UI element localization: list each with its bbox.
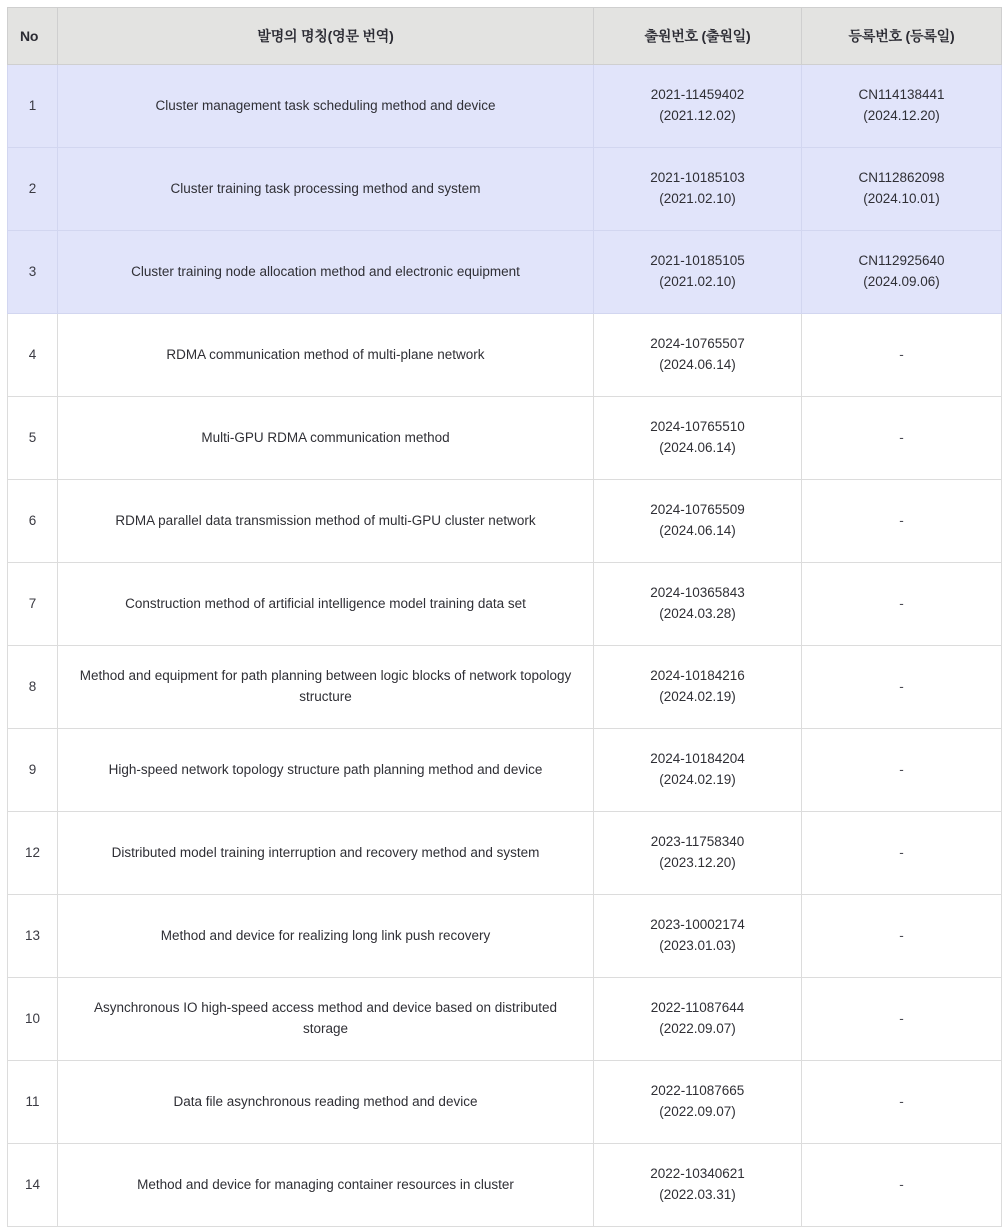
application-date-value: (2024.02.19) bbox=[659, 772, 736, 787]
application-number-value: 2023-11758340 bbox=[650, 834, 745, 850]
application-number-value: 2023-10002174 bbox=[650, 917, 745, 933]
application-date-value: (2024.03.28) bbox=[659, 606, 736, 621]
cell-invention-title: Distributed model training interruption and recovery method and system bbox=[58, 812, 594, 895]
cell-application-number bbox=[594, 231, 802, 314]
registration-empty-dash: - bbox=[899, 1176, 904, 1192]
cell-registration-number bbox=[802, 1061, 1002, 1144]
table-row bbox=[8, 812, 1002, 895]
cell-application-number bbox=[594, 397, 802, 480]
cell-no: 4 bbox=[8, 314, 58, 397]
column-header-no: No bbox=[8, 8, 58, 65]
registration-empty-dash: - bbox=[899, 512, 904, 528]
cell-invention-title: Cluster management task scheduling method and device bbox=[58, 65, 594, 148]
application-number-value: 2024-10765510 bbox=[650, 419, 745, 435]
cell-invention-title: Data file asynchronous reading method and device bbox=[58, 1061, 594, 1144]
table-body bbox=[8, 65, 1002, 1227]
application-date-value: (2024.06.14) bbox=[659, 523, 736, 538]
cell-no: 1 bbox=[8, 65, 58, 148]
table-row bbox=[8, 65, 1002, 148]
cell-no: 7 bbox=[8, 563, 58, 646]
registration-empty-dash: - bbox=[899, 346, 904, 362]
cell-registration-number bbox=[802, 563, 1002, 646]
table-row bbox=[8, 563, 1002, 646]
cell-registration-number bbox=[802, 978, 1002, 1061]
table-row bbox=[8, 314, 1002, 397]
application-date-value: (2023.12.20) bbox=[659, 855, 736, 870]
registration-empty-dash: - bbox=[899, 927, 904, 943]
application-date-value: (2024.06.14) bbox=[659, 357, 736, 372]
table-row bbox=[8, 729, 1002, 812]
cell-registration-number bbox=[802, 1144, 1002, 1227]
table-row bbox=[8, 397, 1002, 480]
table-row bbox=[8, 978, 1002, 1061]
application-date-value: (2022.09.07) bbox=[659, 1021, 736, 1036]
cell-no: 14 bbox=[8, 1144, 58, 1227]
table-row bbox=[8, 231, 1002, 314]
cell-no: 10 bbox=[8, 978, 58, 1061]
cell-application-number bbox=[594, 1144, 802, 1227]
application-date-value: (2024.06.14) bbox=[659, 440, 736, 455]
application-number-value: 2024-10365843 bbox=[650, 585, 745, 601]
cell-application-number bbox=[594, 563, 802, 646]
cell-application-number bbox=[594, 812, 802, 895]
table-row bbox=[8, 1144, 1002, 1227]
column-header-title: 발명의 명칭(영문 번역) bbox=[58, 8, 594, 65]
application-number-value: 2021-10185103 bbox=[650, 170, 745, 186]
cell-application-number bbox=[594, 148, 802, 231]
cell-invention-title: Multi-GPU RDMA communication method bbox=[58, 397, 594, 480]
cell-invention-title: High-speed network topology structure path planning method and device bbox=[58, 729, 594, 812]
cell-no: 3 bbox=[8, 231, 58, 314]
patent-list-table bbox=[7, 7, 1002, 1227]
cell-registration-number bbox=[802, 812, 1002, 895]
table-row bbox=[8, 895, 1002, 978]
registration-empty-dash: - bbox=[899, 595, 904, 611]
application-number-value: 2024-10184204 bbox=[650, 751, 745, 767]
cell-application-number bbox=[594, 65, 802, 148]
cell-registration-number bbox=[802, 148, 1002, 231]
cell-invention-title: Method and device for realizing long link push recovery bbox=[58, 895, 594, 978]
registration-date-value: (2024.12.20) bbox=[863, 108, 940, 123]
application-date-value: (2024.02.19) bbox=[659, 689, 736, 704]
cell-application-number bbox=[594, 895, 802, 978]
registration-empty-dash: - bbox=[899, 429, 904, 445]
registration-empty-dash: - bbox=[899, 1010, 904, 1026]
application-number-value: 2024-10184216 bbox=[650, 668, 745, 684]
cell-application-number bbox=[594, 314, 802, 397]
registration-number-value: CN112925640 bbox=[858, 253, 945, 269]
application-date-value: (2023.01.03) bbox=[659, 938, 736, 953]
cell-registration-number bbox=[802, 646, 1002, 729]
cell-no: 13 bbox=[8, 895, 58, 978]
application-date-value: (2021.02.10) bbox=[659, 191, 736, 206]
column-header-registration-number: 등록번호 (등록일) bbox=[802, 8, 1002, 65]
registration-date-value: (2024.09.06) bbox=[863, 274, 940, 289]
application-number-value: 2021-10185105 bbox=[650, 253, 745, 269]
table-row bbox=[8, 1061, 1002, 1144]
cell-invention-title: Method and equipment for path planning between logic blocks of network topology structure bbox=[58, 646, 594, 729]
cell-registration-number bbox=[802, 895, 1002, 978]
cell-no: 2 bbox=[8, 148, 58, 231]
cell-registration-number bbox=[802, 314, 1002, 397]
table-header bbox=[8, 8, 1002, 65]
application-number-value: 2024-10765507 bbox=[650, 336, 745, 352]
cell-no: 6 bbox=[8, 480, 58, 563]
application-date-value: (2022.09.07) bbox=[659, 1104, 736, 1119]
application-number-value: 2021-11459402 bbox=[650, 87, 745, 103]
cell-registration-number bbox=[802, 231, 1002, 314]
application-number-value: 2024-10765509 bbox=[650, 502, 745, 518]
cell-invention-title: RDMA parallel data transmission method of multi-GPU cluster network bbox=[58, 480, 594, 563]
cell-no: 5 bbox=[8, 397, 58, 480]
application-number-value: 2022-10340621 bbox=[650, 1166, 745, 1182]
registration-number-value: CN112862098 bbox=[858, 170, 945, 186]
cell-application-number bbox=[594, 480, 802, 563]
cell-registration-number bbox=[802, 397, 1002, 480]
cell-application-number bbox=[594, 978, 802, 1061]
cell-application-number bbox=[594, 729, 802, 812]
cell-invention-title: Asynchronous IO high-speed access method and device based on distributed storage bbox=[58, 978, 594, 1061]
cell-no: 8 bbox=[8, 646, 58, 729]
registration-number-value: CN114138441 bbox=[858, 87, 945, 103]
cell-no: 9 bbox=[8, 729, 58, 812]
registration-empty-dash: - bbox=[899, 678, 904, 694]
table-header-row bbox=[8, 8, 1002, 65]
cell-no: 12 bbox=[8, 812, 58, 895]
table-row bbox=[8, 646, 1002, 729]
cell-registration-number bbox=[802, 480, 1002, 563]
table-row bbox=[8, 148, 1002, 231]
cell-invention-title: Method and device for managing container resources in cluster bbox=[58, 1144, 594, 1227]
cell-invention-title: Cluster training node allocation method and electronic equipment bbox=[58, 231, 594, 314]
cell-invention-title: RDMA communication method of multi-plane network bbox=[58, 314, 594, 397]
cell-registration-number bbox=[802, 65, 1002, 148]
cell-invention-title: Cluster training task processing method and system bbox=[58, 148, 594, 231]
column-header-application-number: 출원번호 (출원일) bbox=[594, 8, 802, 65]
application-date-value: (2021.12.02) bbox=[659, 108, 736, 123]
cell-invention-title: Construction method of artificial intelligence model training data set bbox=[58, 563, 594, 646]
registration-date-value: (2024.10.01) bbox=[863, 191, 940, 206]
application-date-value: (2021.02.10) bbox=[659, 274, 736, 289]
registration-empty-dash: - bbox=[899, 844, 904, 860]
cell-registration-number bbox=[802, 729, 1002, 812]
cell-application-number bbox=[594, 646, 802, 729]
application-date-value: (2022.03.31) bbox=[659, 1187, 736, 1202]
application-number-value: 2022-11087644 bbox=[650, 1000, 745, 1016]
registration-empty-dash: - bbox=[899, 1093, 904, 1109]
registration-empty-dash: - bbox=[899, 761, 904, 777]
cell-no: 11 bbox=[8, 1061, 58, 1144]
application-number-value: 2022-11087665 bbox=[650, 1083, 745, 1099]
table-row bbox=[8, 480, 1002, 563]
cell-application-number bbox=[594, 1061, 802, 1144]
